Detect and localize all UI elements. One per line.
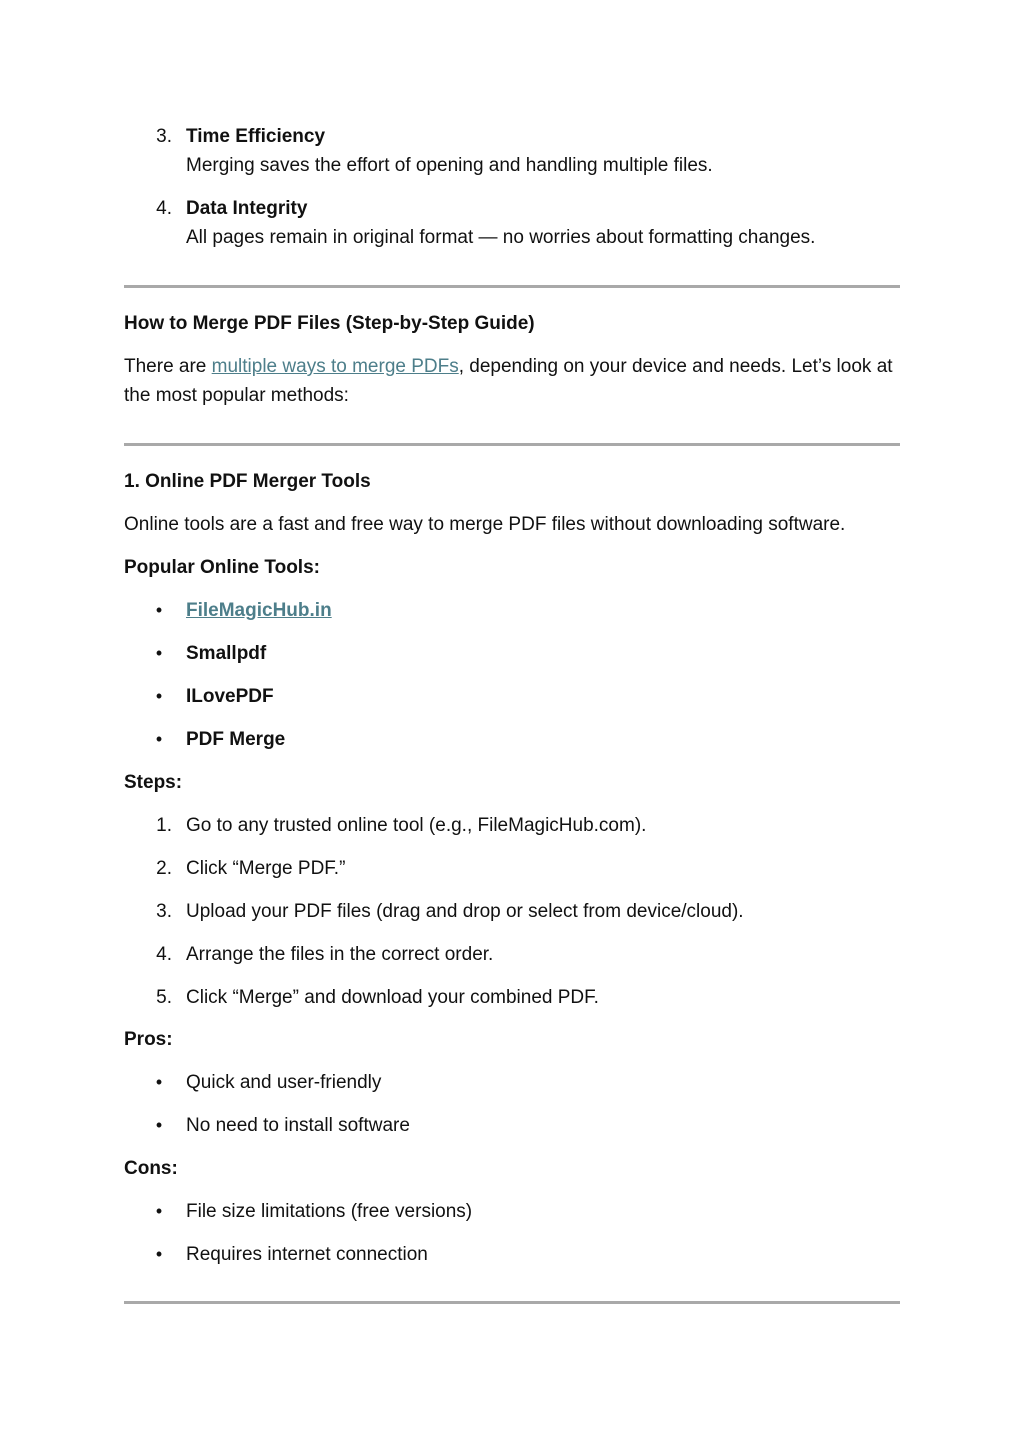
horizontal-divider (124, 285, 900, 288)
horizontal-divider (124, 1301, 900, 1304)
con-item: Requires internet connection (186, 1244, 428, 1265)
section-heading-online-tools: 1. Online PDF Merger Tools (124, 471, 371, 492)
list-number: 3. (156, 126, 172, 147)
cons-heading: Cons: (124, 1158, 178, 1179)
benefit-description: All pages remain in original format — no worries about formatting changes. (186, 227, 816, 248)
bullet: • (155, 1244, 163, 1264)
bullet: • (155, 1115, 163, 1135)
bullet: • (155, 1201, 163, 1221)
benefit-item (186, 194, 900, 252)
tool-link-filemagichub[interactable]: FileMagicHub.in (186, 600, 332, 621)
step-item: Go to any trusted online tool (e.g., FileMagicHub.com). (186, 815, 647, 836)
benefit-item (186, 122, 900, 180)
intro-text-pre: There are (124, 356, 212, 377)
steps-heading: Steps: (124, 772, 183, 793)
merge-pdfs-link[interactable]: multiple ways to merge PDFs (211, 356, 459, 377)
list-number: 5. (156, 987, 172, 1008)
step-item: Click “Merge” and download your combined PDF. (186, 987, 599, 1008)
tool-item: PDF Merge (186, 729, 286, 750)
intro-text-post: , depending on your device and needs. Let’s look at the most popular methods: (124, 356, 893, 406)
con-item: File size limitations (free versions) (186, 1201, 473, 1222)
step-item: Arrange the files in the correct order. (186, 944, 494, 965)
step-item: Upload your PDF files (drag and drop or select from device/cloud). (186, 901, 744, 922)
benefit-description: Merging saves the effort of opening and handling multiple files. (186, 155, 713, 176)
bullet: • (155, 686, 163, 706)
howto-intro (124, 352, 900, 410)
benefit-title: Time Efficiency (186, 126, 326, 147)
bullet: • (155, 729, 163, 749)
list-number: 4. (156, 944, 172, 965)
list-number: 2. (156, 858, 172, 879)
bullet: • (155, 643, 163, 663)
horizontal-divider (124, 443, 900, 446)
bullet: • (155, 600, 163, 620)
tool-item: ILovePDF (186, 686, 274, 707)
pro-item: Quick and user-friendly (186, 1072, 382, 1093)
pro-item: No need to install software (186, 1115, 410, 1136)
tool-item: Smallpdf (186, 643, 267, 664)
online-intro: Online tools are a fast and free way to merge PDF files without downloading software. (124, 514, 846, 535)
list-number: 4. (156, 198, 172, 219)
pros-heading: Pros: (124, 1029, 173, 1050)
bullet: • (155, 1072, 163, 1092)
tools-heading: Popular Online Tools: (124, 557, 320, 578)
section-heading-howto: How to Merge PDF Files (Step-by-Step Guide) (124, 313, 535, 334)
step-item: Click “Merge PDF.” (186, 858, 346, 879)
list-number: 3. (156, 901, 172, 922)
benefit-title: Data Integrity (186, 198, 308, 219)
list-number: 1. (156, 815, 172, 836)
